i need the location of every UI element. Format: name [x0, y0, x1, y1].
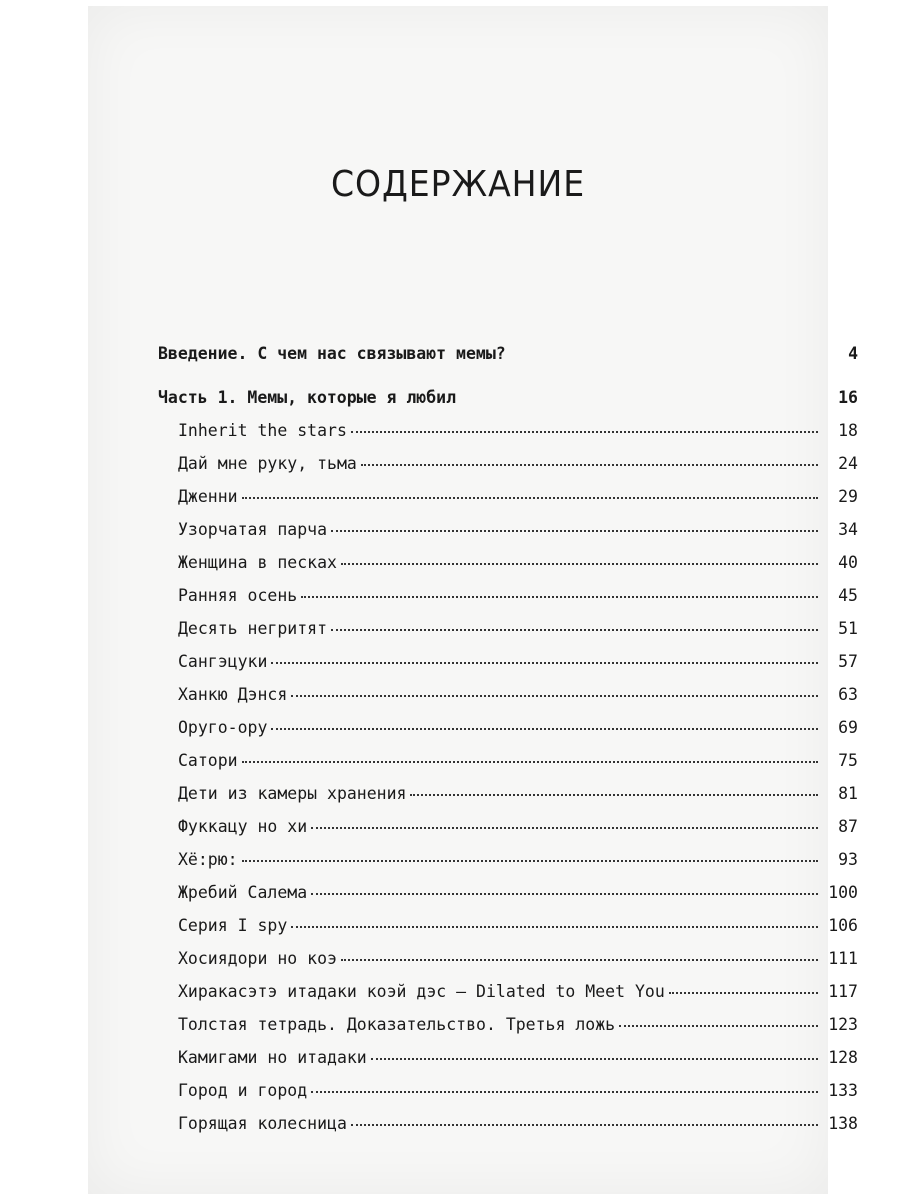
table-of-contents	[158, 344, 858, 1147]
toc-entry-page: 111	[828, 949, 858, 968]
toc-leader	[351, 1124, 818, 1126]
toc-leader	[242, 761, 818, 763]
toc-entry-page: 63	[838, 685, 858, 704]
toc-entry-label: Сангэцуки	[178, 652, 268, 671]
toc-entry-page: 18	[838, 421, 858, 440]
toc-leader	[242, 860, 818, 862]
toc-entry-page: 69	[838, 718, 858, 737]
toc-entry-label: Дженни	[178, 487, 238, 506]
toc-entry	[158, 685, 858, 718]
toc-entry	[158, 1081, 858, 1114]
toc-part1-page: 16	[838, 388, 858, 407]
toc-entry-page: 24	[838, 454, 858, 473]
toc-entry-label: Город и город	[178, 1081, 308, 1100]
toc-leader	[341, 959, 818, 961]
toc-entry	[158, 652, 858, 685]
toc-entry-label: Ранняя осень	[178, 586, 298, 605]
toc-leader	[371, 1058, 818, 1060]
toc-entry	[158, 1015, 858, 1048]
toc-entry	[158, 553, 858, 586]
toc-entry-page: 100	[828, 883, 858, 902]
toc-leader	[301, 596, 818, 598]
toc-leader	[361, 464, 818, 466]
toc-entry	[158, 586, 858, 619]
toc-entry-page: 93	[838, 850, 858, 869]
toc-entry-page: 133	[828, 1081, 858, 1100]
toc-entry-label: Горящая колесница	[178, 1114, 347, 1133]
toc-leader	[271, 662, 818, 664]
toc-leader	[311, 893, 818, 895]
toc-leader	[341, 563, 818, 565]
toc-entry-page: 128	[828, 1048, 858, 1067]
toc-entry-page: 29	[838, 487, 858, 506]
toc-leader	[331, 629, 818, 631]
toc-part1-row	[158, 388, 858, 421]
toc-entry-label: Камигами но итадаки	[178, 1048, 367, 1067]
toc-entry	[158, 1048, 858, 1081]
toc-leader	[311, 1091, 818, 1093]
toc-entry-page: 34	[838, 520, 858, 539]
toc-entry-label: Inherit the stars	[178, 421, 347, 440]
toc-entry	[158, 421, 858, 454]
book-page	[88, 6, 858, 1194]
toc-entry-label: Десять негритят	[178, 619, 328, 638]
toc-entry-label: Хё:рю:	[178, 850, 238, 869]
toc-entry	[158, 784, 858, 817]
toc-entry-page: 87	[838, 817, 858, 836]
toc-entry-label: Женщина в песках	[178, 553, 337, 572]
toc-entry	[158, 520, 858, 553]
toc-entry	[158, 883, 858, 916]
toc-entry-page: 138	[828, 1114, 858, 1133]
toc-leader	[291, 926, 818, 928]
toc-entry-label: Фуккацу но хи	[178, 817, 308, 836]
toc-entry-page: 40	[838, 553, 858, 572]
toc-intro-row	[158, 344, 858, 388]
toc-leader	[242, 497, 818, 499]
toc-entry-label: Узорчатая парча	[178, 520, 328, 539]
toc-entry-page: 57	[838, 652, 858, 671]
toc-entry	[158, 817, 858, 850]
toc-entry	[158, 718, 858, 751]
toc-intro-page: 4	[848, 344, 858, 363]
toc-entry-label: Жребий Салема	[178, 883, 308, 902]
toc-entry	[158, 487, 858, 520]
toc-entry-page: 123	[828, 1015, 858, 1034]
toc-entry	[158, 916, 858, 949]
toc-leader	[351, 431, 818, 433]
toc-entry-page: 117	[828, 982, 858, 1001]
toc-entry-label: Дети из камеры хранения	[178, 784, 407, 803]
toc-entry-label: Серия I spy	[178, 916, 288, 935]
toc-entry	[158, 850, 858, 883]
toc-entry	[158, 982, 858, 1015]
page-title: СОДЕРЖАНИЕ	[330, 164, 586, 205]
toc-intro-label: Введение. С чем нас связывают мемы?	[158, 344, 506, 363]
toc-entry	[158, 1114, 858, 1147]
toc-entry	[158, 454, 858, 487]
toc-entry-page: 106	[828, 916, 858, 935]
toc-entry-label: Хосиядори но коэ	[178, 949, 337, 968]
toc-entry	[158, 619, 858, 652]
toc-entry-label: Ханкю Дэнся	[178, 685, 288, 704]
toc-leader	[669, 992, 818, 994]
toc-entry-label: Оруго-ору	[178, 718, 268, 737]
toc-leader	[311, 827, 818, 829]
toc-leader	[271, 728, 818, 730]
toc-entry-page: 81	[838, 784, 858, 803]
toc-leader	[410, 794, 818, 796]
toc-entry-label: Толстая тетрадь. Доказательство. Третья ложь	[178, 1015, 616, 1034]
toc-leader	[619, 1025, 818, 1027]
toc-entry-label: Хиракасэтэ итадаки коэй дэс – Dilated to Meet You	[178, 982, 665, 1001]
toc-entry-page: 75	[838, 751, 858, 770]
toc-leader	[331, 530, 818, 532]
toc-entry	[158, 751, 858, 784]
toc-entry-page: 51	[838, 619, 858, 638]
toc-entry-page: 45	[838, 586, 858, 605]
toc-entry-label: Сатори	[178, 751, 238, 770]
toc-part1-label: Часть 1. Мемы, которые я любил	[158, 388, 457, 407]
toc-entry	[158, 949, 858, 982]
toc-entry-label: Дай мне руку, тьма	[178, 454, 357, 473]
toc-leader	[291, 695, 818, 697]
